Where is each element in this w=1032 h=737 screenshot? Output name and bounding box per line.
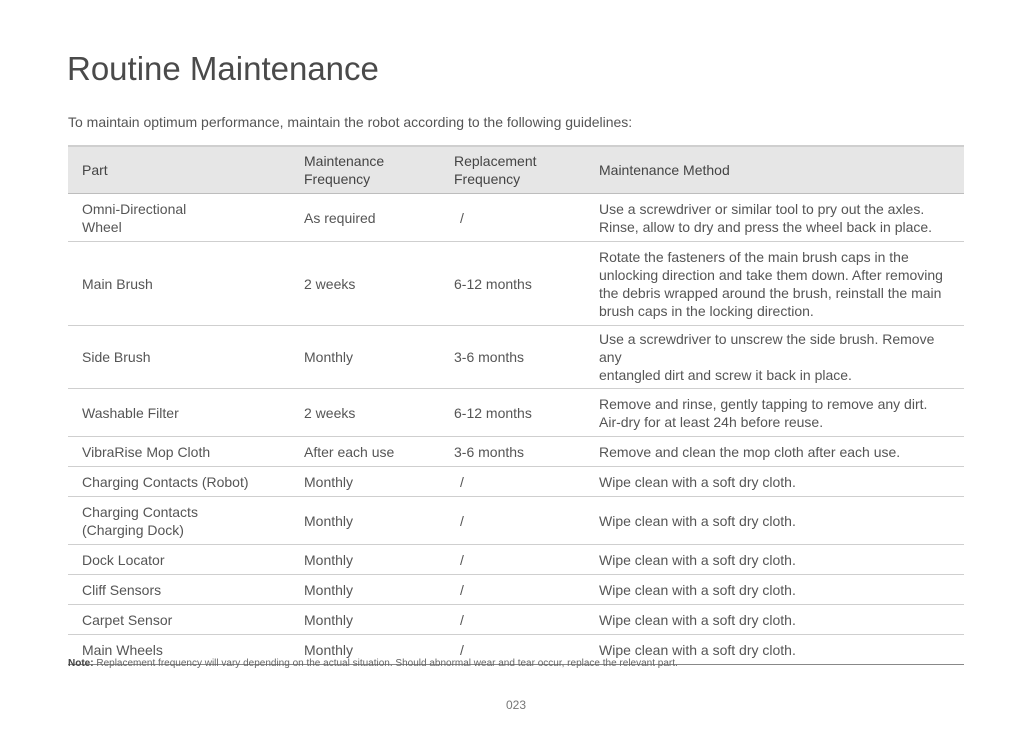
cell-part: Carpet Sensor <box>68 605 290 635</box>
cell-part: Dock Locator <box>68 545 290 575</box>
cell-replacement: 3-6 months <box>440 326 585 389</box>
replacement-value: / <box>460 641 464 658</box>
method-line: the debris wrapped around the brush, reinstall the main <box>599 284 942 301</box>
cell-replacement <box>440 467 585 497</box>
method-line: Use a screwdriver to unscrew the side brush. Remove any <box>599 331 935 365</box>
cell-replacement <box>440 575 585 605</box>
method-line: Rinse, allow to dry and press the wheel back in place. <box>599 218 933 235</box>
cell-maintenance: After each use <box>290 437 440 467</box>
part-line: Charging Contacts <box>82 503 198 520</box>
method-line: Use a screwdriver or similar tool to pry out the axles. <box>599 200 925 217</box>
note-label: Note: <box>68 658 94 669</box>
cell-part: VibraRise Mop Cloth <box>68 437 290 467</box>
cell-method: Wipe clean with a soft dry cloth. <box>585 605 964 635</box>
method-line: entangled dirt and screw it back in place. <box>599 367 852 383</box>
cell-method: Wipe clean with a soft dry cloth. <box>585 575 964 605</box>
table-row <box>68 437 964 467</box>
cell-part: Cliff Sensors <box>68 575 290 605</box>
cell-maintenance: Monthly <box>290 635 440 665</box>
table-header-row <box>68 146 964 194</box>
header-replacement-frequency <box>440 146 585 194</box>
table-row <box>68 575 964 605</box>
cell-method: Wipe clean with a soft dry cloth. <box>585 635 964 665</box>
cell-method <box>585 389 964 437</box>
method-line: unlocking direction and take them down. After removing <box>599 266 943 283</box>
cell-method <box>585 194 964 242</box>
method-line: Rotate the fasteners of the main brush caps in the <box>599 248 909 265</box>
header-maintenance-frequency <box>290 146 440 194</box>
header-repl-line1: Replacement <box>454 153 537 169</box>
cell-maintenance: Monthly <box>290 545 440 575</box>
maintenance-table <box>68 145 964 665</box>
header-repl-line2: Frequency <box>454 171 521 187</box>
intro-text: To maintain optimum performance, maintain the robot according to the following guidelines: <box>68 114 633 130</box>
cell-maintenance: As required <box>290 194 440 242</box>
cell-maintenance: Monthly <box>290 497 440 545</box>
part-line: (Charging Dock) <box>82 521 184 538</box>
cell-maintenance: Monthly <box>290 326 440 389</box>
cell-part: Washable Filter <box>68 389 290 437</box>
page-number: 023 <box>505 698 527 712</box>
method-line: Air-dry for at least 24h before reuse. <box>599 413 824 430</box>
replacement-value: / <box>460 512 464 529</box>
cell-method <box>585 242 964 326</box>
cell-part: Side Brush <box>68 326 290 389</box>
part-line: Omni-Directional <box>82 200 187 217</box>
note-text: Replacement frequency will vary depending on the actual situation. Should abnormal wear and tear occur, replace the relevant part. <box>96 658 678 669</box>
table-row <box>68 194 964 242</box>
cell-maintenance: 2 weeks <box>290 242 440 326</box>
cell-maintenance: Monthly <box>290 467 440 497</box>
header-part: Part <box>68 146 290 194</box>
cell-maintenance: Monthly <box>290 575 440 605</box>
header-maint-line2: Frequency <box>304 171 371 187</box>
header-maint-line1: Maintenance <box>304 153 385 169</box>
cell-method <box>585 326 964 389</box>
footnote <box>68 658 678 669</box>
replacement-value: / <box>460 581 464 598</box>
cell-part <box>68 497 290 545</box>
cell-replacement: 6-12 months <box>440 242 585 326</box>
cell-replacement <box>440 194 585 242</box>
replacement-value: / <box>460 611 464 628</box>
cell-replacement: 3-6 months <box>440 437 585 467</box>
cell-part: Main Brush <box>68 242 290 326</box>
cell-method: Remove and clean the mop cloth after each use. <box>585 437 964 467</box>
cell-replacement <box>440 497 585 545</box>
table-row <box>68 467 964 497</box>
table-row <box>68 389 964 437</box>
replacement-value: / <box>460 473 464 490</box>
header-method: Maintenance Method <box>585 146 964 194</box>
table-row <box>68 605 964 635</box>
replacement-value: / <box>460 551 464 568</box>
page-title: Routine Maintenance <box>67 50 379 87</box>
cell-part: Charging Contacts (Robot) <box>68 467 290 497</box>
cell-part: Main Wheels <box>68 635 290 665</box>
method-line: Remove and rinse, gently tapping to remove any dirt. <box>599 395 928 412</box>
table-row <box>68 242 964 326</box>
cell-method: Wipe clean with a soft dry cloth. <box>585 497 964 545</box>
cell-method: Wipe clean with a soft dry cloth. <box>585 545 964 575</box>
cell-part <box>68 194 290 242</box>
cell-maintenance: 2 weeks <box>290 389 440 437</box>
cell-replacement: 6-12 months <box>440 389 585 437</box>
table-row <box>68 545 964 575</box>
replacement-value: / <box>460 209 464 226</box>
table-row <box>68 326 964 389</box>
cell-replacement <box>440 545 585 575</box>
cell-maintenance: Monthly <box>290 605 440 635</box>
part-line: Wheel <box>82 218 122 235</box>
method-line: brush caps in the locking direction. <box>599 302 814 319</box>
table-row <box>68 497 964 545</box>
cell-method: Wipe clean with a soft dry cloth. <box>585 467 964 497</box>
cell-replacement <box>440 605 585 635</box>
